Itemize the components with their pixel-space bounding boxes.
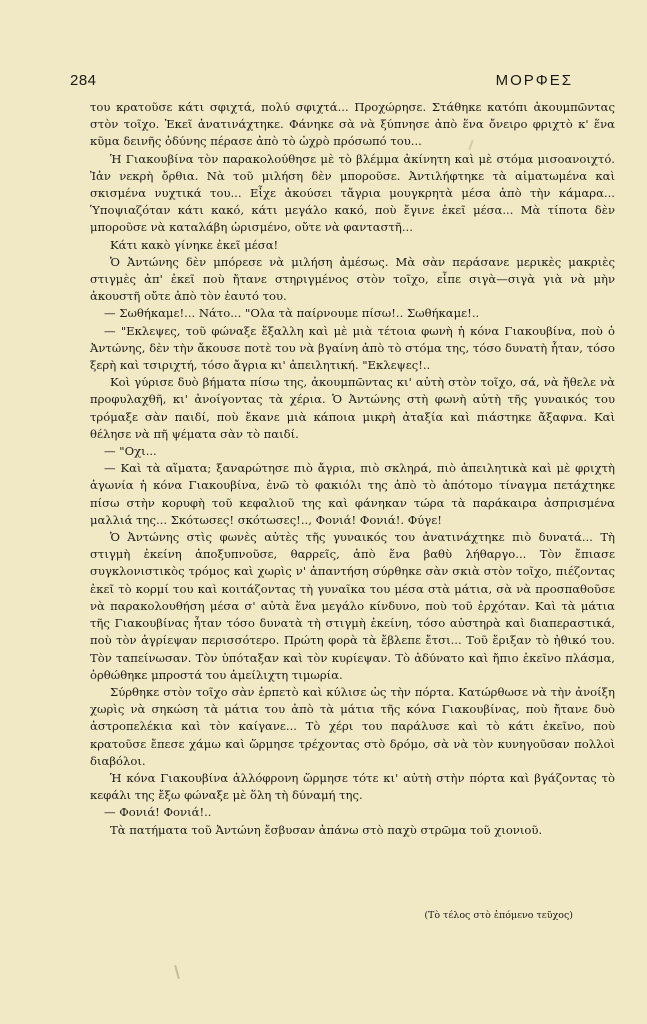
paragraph: του κρατοῦσε κάτι σφιχτά, πολύ σφιχτά... Προχώρησε. Στάθηκε κατόπι ἀκουμπῶντας στὸν τοῖχο. Ἐκεῖ ἀνατινάχτηκε. Φάνηκε σὰ νὰ ξύπνησε ἀπὸ ἕνα ὄνειρο φριχτὸ κ' ἕνα κῦμα δεινῆς ὀδύνης πέρασε ἀπὸ τὸ ὠχρὸ πρόσωπό του... [90,100,615,149]
running-head: ΜΟΡΦΕΣ [495,72,573,89]
dialogue-line: — Καὶ τὰ αἵματα; ξαναρώτησε πιὸ ἄγρια, πιὸ σκληρά, πιὸ ἀπειλητικὰ καὶ μὲ φριχτὴ ἀγωνία ἡ κόνα Γιακουβίνα, ἐνῶ τὸ φακιόλι της ἀπὸ τὸ ἀπότομο τίναγμα πετάχτηκε πίσω στὴν κορυφὴ τοῦ κεφαλιοῦ της καὶ φάνηκαν τώρα τὰ παράκαιρα ἀσπρισμένα μαλλιά της... Σκότωσες! σκότωσες!.., Φονιά! Φονιά!. Φύγε! [90,461,615,527]
paragraph: Ὁ Ἀντώνης δὲν μπόρεσε νὰ μιλήση ἀμέσως. Μὰ σὰν περάσανε μερικὲς μακριὲς στιγμὲς ἀπ' ἐκεῖ ποὺ ἤτανε στηριγμένος στὸν τοῖχο, εἶπε σιγὰ—σιγὰ γιὰ νὰ μὴν ἀκουστῆ οὔτε ἀπὸ τὸν ἑαυτό του. [90,254,615,304]
paragraph: Τὰ πατήματα τοῦ Ἀντώνη ἔσβυσαν ἀπάνω στὸ παχὺ στρῶμα τοῦ χιονιοῦ. [110,822,543,837]
paragraph: Ἡ κόνα Γιακουβίνα ἀλλόφρονη ὥρμησε τότε κι' αὐτὴ στὴν πόρτα καὶ βγάζοντας τὸ κεφάλι της ἔξω φώναξε μὲ ὅλη τὴ δύναμή της. [90,770,615,803]
paragraph: Κοὶ γύρισε δυὸ βήματα πίσω της, ἀκουμπῶντας κι' αὐτὴ στὸν τοῖχο, σά, νὰ ἤθελε νὰ προφυλαχθῆ, κι' ἀνοίγοντας τὰ χέρια. Ὁ Ἀντώνης στὴ φωνὴ αὐτὴ τῆς γυναικός του τρόμαξε σὰν παιδί, ποὺ ἔκανε μιὰ κάποια μικρὴ ἀταξία καὶ πιάστηκε ἄξαφνα. Καὶ θέλησε νὰ πῆ ψέματα σὰν τὸ παιδί. [90,375,615,441]
continued-note: (Τὸ τέλος στὸ ἑπόμενο τεῦχος) [424,910,573,921]
paragraph: Κάτι κακὸ γίνηκε ἐκεῖ μέσα! [110,237,279,252]
paper-mark [174,965,180,979]
paragraph: Σύρθηκε στὸν τοῖχο σὰν ἑρπετὸ καὶ κύλισε ὡς τὴν πόρτα. Κατώρθωσε νὰ τὴν ἀνοίξη χωρὶς νὰ σηκώση τὰ μάτια του ἀπὸ τὰ μάτια τῆς κόνα Γιακουβίνας, ποὺ ἤτανε δυὸ ἀστροπελέκια καὶ τὸν καίγανε... Τὸ χέρι του παράλυσε καὶ τὸ κάτι ἐκεῖνο, ποὺ κρατοῦσε ἔπεσε χάμω καὶ ὥρμησε τρέχοντας στὸ δρόμο, σὰ νὰ τὸν κυνηγοῦσαν πολλοὶ διαβόλοι. [90,684,615,768]
dialogue-line: — Σωθήκαμε!... Νάτο... "Ολα τὰ παίρνουμε πίσω!.. Σωθήκαμε!.. [104,306,480,321]
dialogue-line: — "Οχι... [104,444,157,459]
dialogue-line: — Φονιά! Φονιά!.. [104,805,212,820]
dialogue-line: — "Εκλεψες, τοῦ φώναξε ἔξαλλη καὶ μὲ μιὰ τέτοια φωνὴ ἡ κόνα Γιακουβίνα, ποὺ ὁ Ἀντώνης, δὲν τὴν ἄκουσε ποτὲ του νὰ βγαίνη ἀπὸ τὸ στόμα της, τόσο δυνατὴ ἦταν, τόσο ξερὴ καὶ τσιριχτή, τόσο ἄγρια κι' ἀπειλητική. "Εκλεψες!.. [90,323,615,373]
paragraph: Ὁ Ἀντώνης στὶς φωνὲς αὐτὲς τῆς γυναικός του ἀνατινάχτηκε πιὸ δυνατά... Τὴ στιγμὴ ἐκείνη ἀποξυπνοῦσε, θαρρεῖς, ἀπὸ ἕνα βαθὺ λήθαργο... Τὸν ἔπιασε συγκλονιστικὸς τρόμος καὶ χωρὶς ν' ἀπαντήση σύρθηκε σὰν σκιὰ στὸν τοῖχο, πιέζοντας ἐκεῖ τὸ κορμί του καὶ κοιτάζοντας τὴ γυναῖκα του μέσα στὰ μάτια, σὰ νὰ προσπαθοῦσε νὰ παρακολουθήση μέσα σ' αὐτὰ ἕνα μεγάλο κίνδυνο, ποὺ τοῦ ἐρχόταν. Καὶ τὰ μάτια τῆς Γιακουβίνας ἦταν τόσο δυνατὰ τὴ στιγμὴ ἐκείνη, τόσο αὐστηρὰ καὶ διαπεραστικά, ποὺ τὸν ἀγρίεψαν περισσότερο. Πρώτη φορὰ τὰ ἔβλεπε ἔτσι... Τοῦ ἔριξαν τὸ ἠθικό του. Τὸν ταπείνωσαν. Τὸν ὑπόταξαν καὶ τὸν κυρίεψαν. Τὸ ἀδύνατο καὶ ἤπιο ἐκεῖνο πλάσμα, ὀρθώθηκε μπροστά του ἀμείλιχτη τιμωρία. [90,530,615,682]
paragraph: Ἡ Γιακουβίνα τὸν παρακολούθησε μὲ τὸ βλέμμα ἀκίνητη καὶ μὲ στόμα μισοανοιχτό. Ἰἀν νεκρὴ ὄρθια. Νὰ τοῦ μιλήση δὲν μποροῦσε. Ἀντιλήφτηκε τὰ αἱματωμένα καὶ σκισμένα νυχτικά του... Εἶχε ἀκούσει τἄγρια μουγκρητὰ μέσα ἀπὸ τὴν κάμαρα... Ὑποψιαζόταν κάτι κακό, κάτι μεγάλο κακό, ποὺ ἔγινε ἐκεῖ μέσα... Μὰ τίποτα δὲν μποροῦσε νὰ καταλάβη ὡρισμένο, οὔτε νὰ φανταστῆ... [90,151,615,235]
story-text [90,99,615,839]
page-number: 284 [70,72,97,89]
